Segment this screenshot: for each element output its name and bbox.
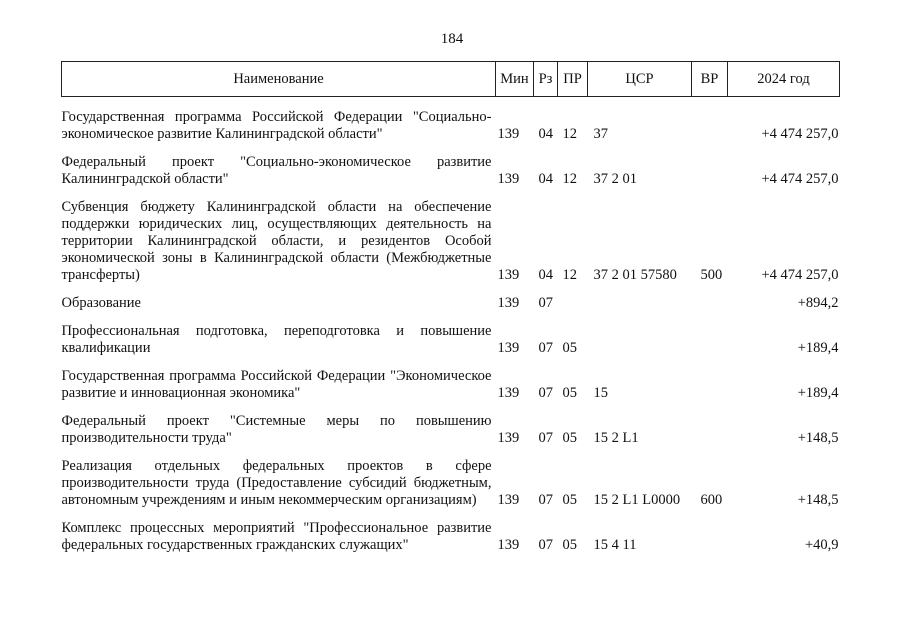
row-pr <box>558 295 588 323</box>
row-name: Образование <box>61 295 141 311</box>
row-vr <box>692 520 728 565</box>
row-csr: 15 4 11 <box>593 537 637 553</box>
table-row <box>62 368 840 413</box>
header-csr: ЦСР <box>588 62 692 97</box>
row-amount: +40,9 <box>804 537 839 553</box>
row-amount: +4 474 257,0 <box>761 126 839 142</box>
row-rz: 04 <box>538 267 553 283</box>
budget-table <box>61 61 840 565</box>
row-vr <box>692 154 728 199</box>
row-csr: 37 <box>593 126 608 142</box>
row-name: Комплекс процессных мероприятий "Профессиональное развитие федеральных государственных гражданских служащих" <box>61 520 492 553</box>
row-rz: 07 <box>538 295 553 311</box>
row-vr <box>692 413 728 458</box>
header-pr: ПР <box>558 62 588 97</box>
row-rz: 07 <box>538 492 553 508</box>
row-csr <box>588 295 692 323</box>
row-vr: 600 <box>700 492 723 508</box>
row-min: 139 <box>497 537 520 553</box>
table-row <box>62 154 840 199</box>
row-rz: 07 <box>538 430 553 446</box>
row-rz: 04 <box>538 171 553 187</box>
row-min: 139 <box>497 430 520 446</box>
header-rz: Рз <box>534 62 558 97</box>
row-name: Субвенция бюджету Калининградской области на обеспечение поддержки юридических лиц, осуществляющих деятельность на территории Калининградской области, и резидентов Особой экономической зоны в Калининградской области (Межбюджетные трансферты) <box>61 199 492 283</box>
row-name: Государственная программа Российской Федерации "Социально-экономическое развитие Калининградской области" <box>61 109 492 142</box>
row-pr: 12 <box>562 171 577 187</box>
table-row <box>62 520 840 565</box>
header-min: Мин <box>496 62 534 97</box>
row-vr <box>692 97 728 155</box>
header-vr: ВР <box>692 62 728 97</box>
row-pr: 05 <box>562 492 577 508</box>
row-pr: 12 <box>562 267 577 283</box>
row-min: 139 <box>497 267 520 283</box>
row-min: 139 <box>497 295 520 311</box>
row-amount: +4 474 257,0 <box>761 171 839 187</box>
row-amount: +148,5 <box>797 430 839 446</box>
row-csr: 15 2 L1 L0000 <box>593 492 681 508</box>
row-pr: 05 <box>562 385 577 401</box>
table-row <box>62 97 840 155</box>
row-vr: 500 <box>700 267 723 283</box>
row-amount: +189,4 <box>797 340 839 356</box>
row-csr: 15 <box>593 385 608 401</box>
row-csr: 37 2 01 <box>593 171 637 187</box>
row-vr <box>692 295 728 323</box>
row-min: 139 <box>497 126 520 142</box>
row-rz: 07 <box>538 340 553 356</box>
row-min: 139 <box>497 171 520 187</box>
row-vr <box>692 368 728 413</box>
row-rz: 07 <box>538 537 553 553</box>
row-vr <box>692 323 728 368</box>
row-amount: +4 474 257,0 <box>761 267 839 283</box>
row-min: 139 <box>497 385 520 401</box>
header-row <box>62 62 840 97</box>
row-name: Реализация отдельных федеральных проектов в сфере производительности труда (Предоставление субсидий бюджетным, автономным учреждениям и иным некоммерческим организациям) <box>61 458 492 508</box>
row-name: Федеральный проект "Системные меры по повышению производительности труда" <box>61 413 492 446</box>
row-csr: 15 2 L1 <box>593 430 639 446</box>
row-min: 139 <box>497 340 520 356</box>
page-number: 184 <box>440 31 464 47</box>
row-name: Профессиональная подготовка, переподготовка и повышение квалификации <box>61 323 492 356</box>
header-name: Наименование <box>62 62 496 97</box>
table-row <box>62 199 840 295</box>
row-pr: 12 <box>562 126 577 142</box>
row-min: 139 <box>497 492 520 508</box>
table-row <box>62 295 840 323</box>
row-amount: +148,5 <box>797 492 839 508</box>
row-amount: +189,4 <box>797 385 839 401</box>
row-pr: 05 <box>562 537 577 553</box>
row-amount: +894,2 <box>797 295 839 311</box>
table-row <box>62 458 840 520</box>
row-pr: 05 <box>562 340 577 356</box>
row-rz: 04 <box>538 126 553 142</box>
table-row <box>62 323 840 368</box>
row-rz: 07 <box>538 385 553 401</box>
row-name: Федеральный проект "Социально-экономическое развитие Калининградской области" <box>61 154 492 187</box>
row-csr <box>588 323 692 368</box>
row-pr: 05 <box>562 430 577 446</box>
header-year: 2024 год <box>728 62 840 97</box>
row-name: Государственная программа Российской Федерации "Экономическое развитие и инновационная экономика" <box>61 368 492 401</box>
table-row <box>62 413 840 458</box>
row-csr: 37 2 01 57580 <box>593 267 677 283</box>
